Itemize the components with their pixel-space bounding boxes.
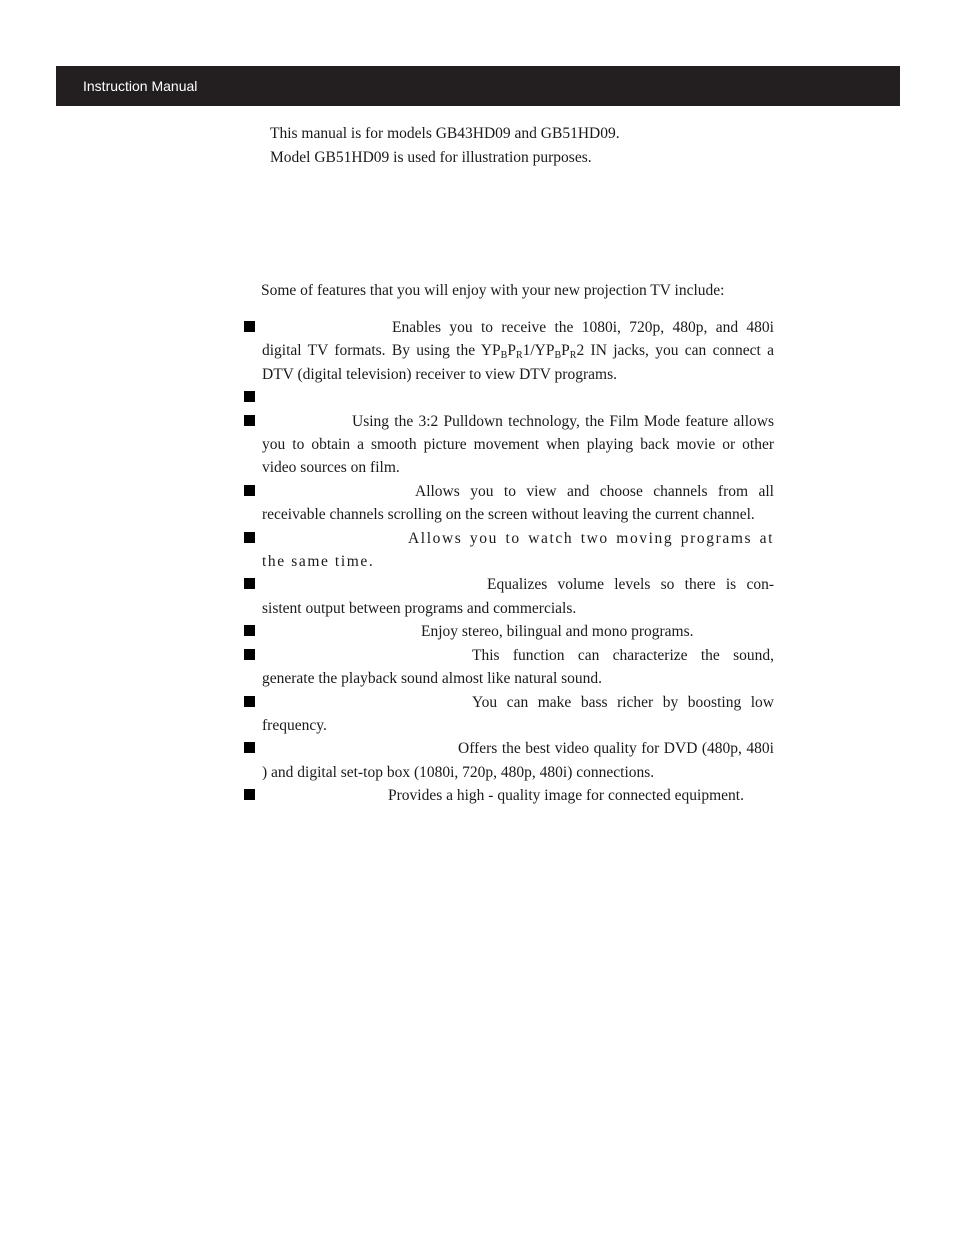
feature-subscript: R: [569, 350, 577, 362]
feature-item-film-mode: [244, 410, 774, 480]
feature-text: Enjoy stereo, bilingual and mono programs.: [421, 623, 694, 641]
intro-line-models: This manual is for models GB43HD09 and GB51HD09.: [270, 125, 620, 142]
feature-item-bass-boost: [244, 691, 774, 738]
feature-subscript: B: [500, 350, 508, 362]
header-bar: [56, 66, 900, 106]
feature-list: [244, 316, 774, 808]
square-bullet-icon: [244, 789, 255, 800]
feature-heading-gap: [262, 425, 352, 426]
square-bullet-icon: [244, 742, 255, 753]
feature-heading-gap: [262, 588, 487, 589]
feature-text: Using the 3:2 Pulldown technology, the Film Mode feature allows you to obtain a smooth picture movement when playing back movie or other video sources on film.: [262, 412, 774, 477]
feature-item-natural-sound: [244, 644, 774, 691]
intro-line-illustration: Model GB51HD09 is used for illustration purposes.: [270, 149, 592, 166]
feature-text: You can make bass richer by boosting low frequency.: [262, 693, 774, 734]
features-intro: Some of features that you will enjoy with your new projection TV include:: [261, 282, 725, 299]
square-bullet-icon: [244, 625, 255, 636]
feature-item-stereo: [244, 620, 774, 643]
feature-text: Offers the best video quality for DVD (480p, 480i ) and digital set-top box (1080i, 720p, 480p, 480i) connections.: [262, 740, 774, 781]
feature-item-component-input: [244, 737, 774, 784]
feature-heading-gap: [262, 495, 415, 496]
feature-item-volume-leveler: [244, 573, 774, 620]
feature-heading-gap: [262, 331, 392, 332]
feature-text: Allows you to watch two moving programs at the same time.: [262, 529, 774, 571]
feature-text-part: P: [507, 342, 516, 360]
feature-text: Provides a high - quality image for connected equipment.: [388, 787, 744, 805]
feature-heading-gap: [262, 752, 458, 753]
square-bullet-icon: [244, 485, 255, 496]
feature-text-part: 2 IN jacks, you can connect a DTV (digital television) receiver to view DTV programs.: [262, 342, 774, 383]
feature-text: This function can characterize the sound, generate the playback sound almost like natural sound.: [262, 646, 774, 688]
square-bullet-icon: [244, 696, 255, 707]
header-title: Instruction Manual: [83, 78, 198, 94]
square-bullet-icon: [244, 649, 255, 660]
square-bullet-icon: [244, 415, 255, 426]
feature-item-channel-scan: [244, 480, 774, 527]
feature-text-part: P: [561, 342, 570, 360]
feature-subscript: B: [554, 350, 562, 362]
feature-text: Equalizes volume levels so there is con-sistent output between programs and commercials.: [262, 576, 774, 617]
square-bullet-icon: [244, 391, 255, 402]
feature-item-picture-in-picture: [244, 527, 774, 574]
feature-text-part: Enables you to receive the 1080i, 720p, 480p, and 480i digital TV formats. By using the YP: [262, 319, 774, 360]
feature-item-blank: [244, 386, 774, 409]
feature-subscript: R: [515, 350, 523, 362]
feature-heading-gap: [262, 542, 408, 543]
square-bullet-icon: [244, 578, 255, 589]
feature-text-part: 1/YP: [522, 342, 555, 360]
feature-item-hq-image: [244, 784, 774, 807]
feature-heading-gap: [262, 706, 472, 707]
feature-text: Allows you to view and choose channels from all receivable channels scrolling on the screen without leaving the current channel.: [262, 482, 774, 524]
square-bullet-icon: [244, 321, 255, 332]
square-bullet-icon: [244, 532, 255, 543]
feature-heading-gap: [262, 635, 421, 636]
intro-block: [270, 122, 620, 170]
feature-item-dtv-formats: [244, 316, 774, 386]
feature-heading-gap: [262, 799, 388, 800]
feature-heading-gap: [262, 659, 472, 660]
